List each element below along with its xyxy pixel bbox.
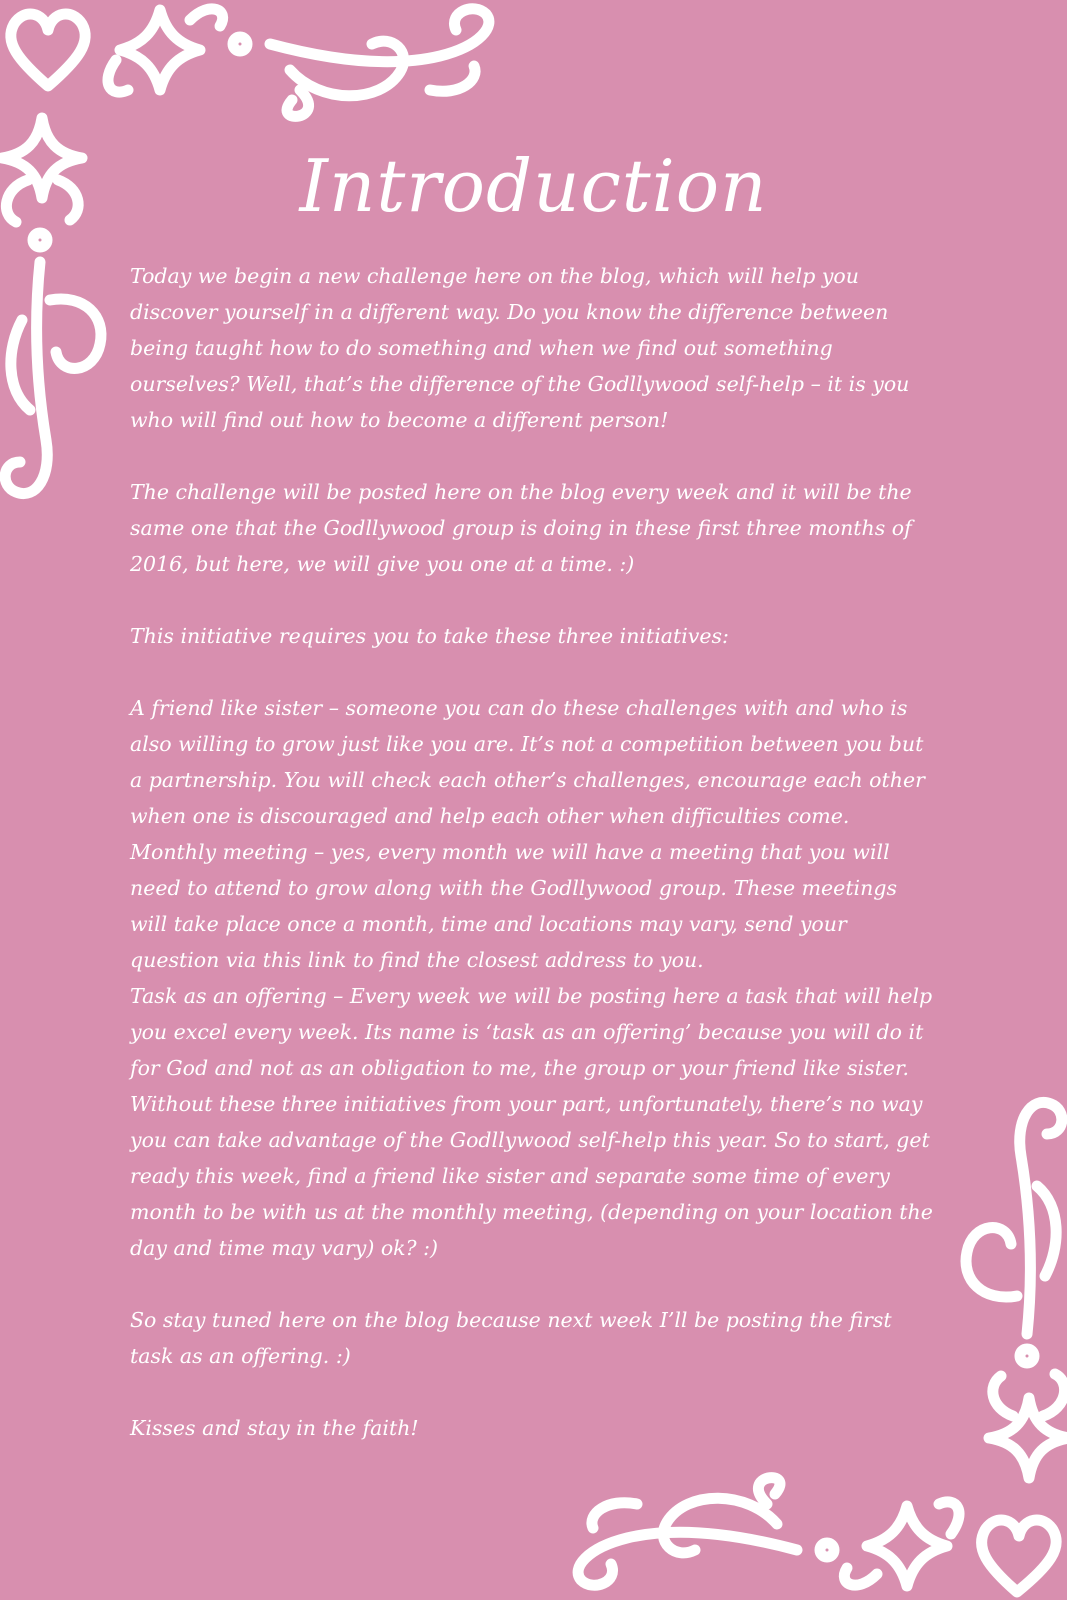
paragraph-task-as-offering: Task as an offering – Every week we will be posting here a task that will help you excel every week. Its name is ‘task as an offering’ because you will do it for God and not as an obligation to me, the group or your friend like sister.	[130, 984, 933, 1080]
paragraph-sign-off: Kisses and stay in the faith!	[130, 1416, 419, 1440]
paragraph-intro: Today we begin a new challenge here on the blog, which will help you discover yourself in a different way. Do you know the difference between being taught how to do something and when we find out something ourselves? Well, that’s the difference of the Godllywood self-help – it is you who will find out how to become a different person!	[130, 264, 910, 432]
article-body	[130, 258, 940, 1446]
paragraph-without-initiatives: Without these three initiatives from your part, unfortunately, there’s no way you can take advantage of the Godllywood self-help this year. So to start, get ready this week, find a friend like sister and separate some time of every month to be with us at the monthly meeting, (depending on your location the day and time may vary) ok? :)	[130, 1092, 933, 1260]
paragraph-stay-tuned: So stay tuned here on the blog because next week I’ll be posting the first task as an offering. :)	[130, 1308, 892, 1368]
paragraph-challenge-schedule: The challenge will be posted here on the blog every week and it will be the same one that the Godllywood group is doing in these first three months of 2016, but here, we will give you one at a time. :)	[130, 480, 912, 576]
paragraph-friend-like-sister: A friend like sister – someone you can do these challenges with and who is also willing to grow just like you are. It’s not a competition between you but a partnership. You will check each other’s challenges, encourage each other when one is discouraged and help each other when difficulties come.	[130, 696, 925, 828]
paragraph-monthly-meeting: Monthly meeting – yes, every month we will have a meeting that you will need to attend to grow along with the Godllywood group. These meetings will take place once a month, time and locations may vary, send your question via this link to find the closest address to you.	[130, 840, 897, 972]
page-title: Introduction	[299, 144, 768, 228]
paragraph-initiatives-lead: This initiative requires you to take these three initiatives:	[130, 624, 729, 648]
